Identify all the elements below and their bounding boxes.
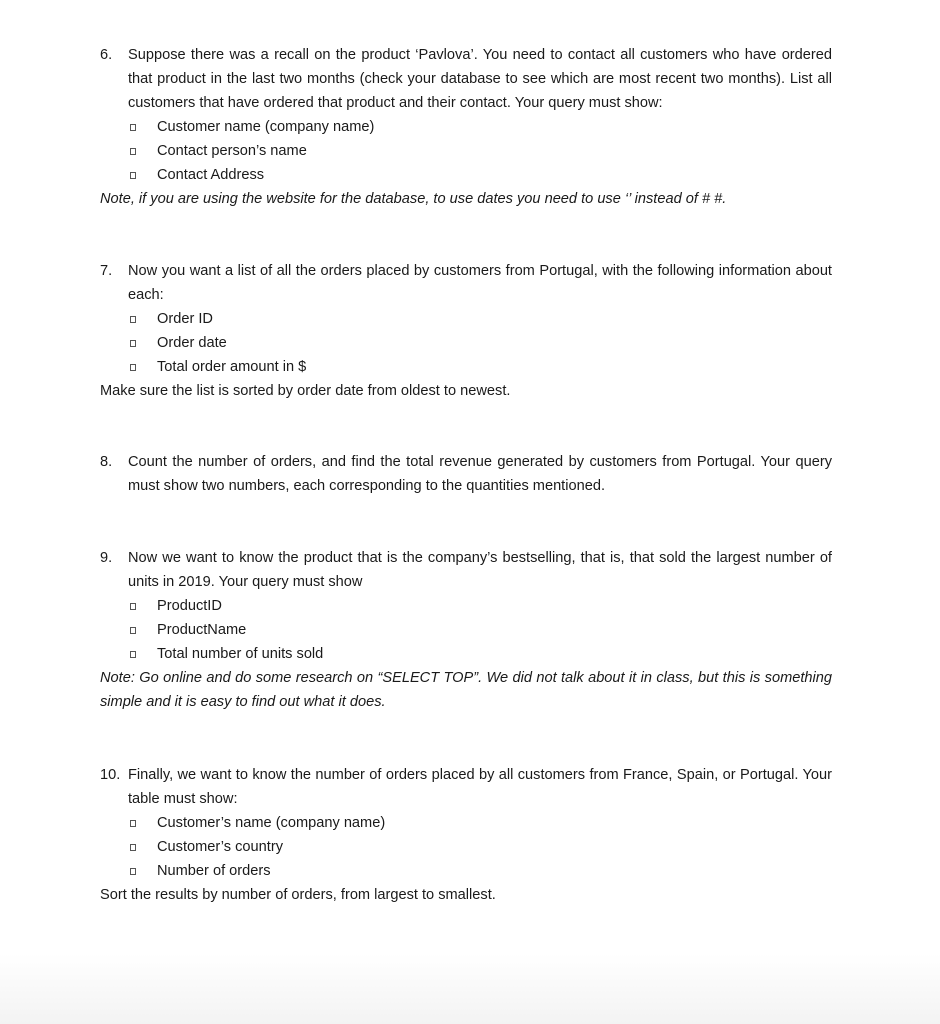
- question-text: Suppose there was a recall on the product ‘Pavlova’. You need to contact all customers who have ordered that product in the last two months (check your database to see which are most recent two months). List all customers that have ordered that product and their contact. Your query must show:: [128, 47, 832, 111]
- bullet-square-icon: [130, 316, 136, 323]
- question-number: 7.: [100, 263, 113, 279]
- bullet-square-icon: [130, 148, 136, 155]
- list-item: Customer name (company name): [100, 115, 832, 139]
- bullet-square-icon: [130, 124, 136, 131]
- list-item: Total order amount in $: [100, 355, 832, 379]
- list-item: ProductID: [100, 594, 832, 618]
- bullet-square-icon: [130, 603, 136, 610]
- bullet-list: [100, 811, 832, 883]
- bullet-square-icon: [130, 844, 136, 851]
- bullet-list: [100, 307, 832, 379]
- question-9: [100, 546, 832, 714]
- bullet-square-icon: [130, 364, 136, 371]
- list-item: Customer’s name (company name): [100, 811, 832, 835]
- question-8: [100, 450, 832, 498]
- question-number: 8.: [100, 454, 113, 470]
- bullet-square-icon: [130, 868, 136, 875]
- question-note: Note: Go online and do some research on “SELECT TOP”. We did not talk about it in class, but this is something simple and it is easy to find out what it does.: [100, 670, 832, 710]
- list-item: Number of orders: [100, 859, 832, 883]
- bullet-square-icon: [130, 340, 136, 347]
- list-item: Order ID: [100, 307, 832, 331]
- question-number: 9.: [100, 550, 113, 566]
- question-note: Sort the results by number of orders, from largest to smallest.: [100, 887, 496, 903]
- question-7: [100, 259, 832, 403]
- bullet-square-icon: [130, 820, 136, 827]
- question-number: 6.: [100, 47, 113, 63]
- bullet-square-icon: [130, 627, 136, 634]
- list-item: Contact person’s name: [100, 139, 832, 163]
- list-item: Total number of units sold: [100, 642, 832, 666]
- question-text: Now we want to know the product that is the company’s bestselling, that is, that sold the largest number of units in 2019. Your query must show: [128, 550, 832, 590]
- question-note: Make sure the list is sorted by order date from oldest to newest.: [100, 383, 511, 399]
- question-10: [100, 763, 832, 907]
- question-text: Finally, we want to know the number of orders placed by all customers from France, Spain, or Portugal. Your table must show:: [128, 767, 832, 807]
- question-number: 10.: [100, 767, 121, 783]
- bullet-square-icon: [130, 172, 136, 179]
- question-6: [100, 43, 832, 211]
- list-item: Contact Address: [100, 163, 832, 187]
- list-item: Order date: [100, 331, 832, 355]
- question-note: Note, if you are using the website for the database, to use dates you need to use ‘’ instead of # #.: [100, 191, 727, 207]
- question-text: Count the number of orders, and find the total revenue generated by customers from Portugal. Your query must show two numbers, each corresponding to the quantities mentioned.: [128, 454, 832, 494]
- question-text: Now you want a list of all the orders placed by customers from Portugal, with the following information about each:: [128, 263, 832, 303]
- page-bottom-shadow: [0, 954, 940, 1024]
- list-item: Customer’s country: [100, 835, 832, 859]
- list-item: ProductName: [100, 618, 832, 642]
- bullet-square-icon: [130, 651, 136, 658]
- bullet-list: [100, 594, 832, 666]
- bullet-list: [100, 115, 832, 187]
